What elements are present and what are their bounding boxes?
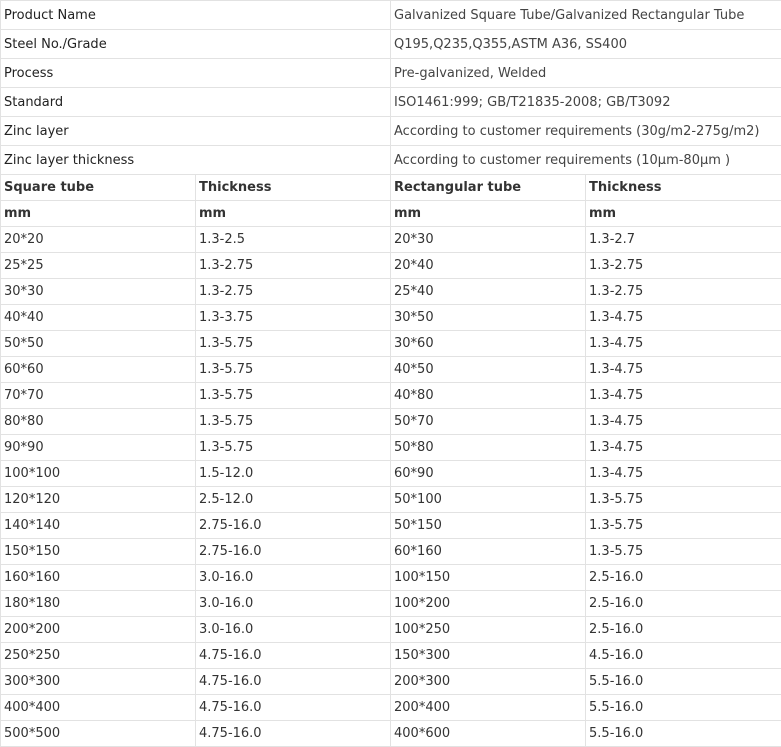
spec-label: Steel No./Grade — [1, 30, 391, 59]
table-cell: 1.5-12.0 — [196, 461, 391, 487]
table-row — [1, 435, 781, 461]
table-row — [1, 253, 781, 279]
table-cell: 1.3-2.75 — [196, 279, 391, 305]
column-header: Rectangular tube — [391, 175, 586, 201]
column-header: Thickness — [586, 175, 781, 201]
table-cell: 1.3-4.75 — [586, 409, 781, 435]
table-cell: 200*200 — [1, 617, 196, 643]
table-cell: 400*600 — [391, 721, 586, 747]
table-cell: 1.3-3.75 — [196, 305, 391, 331]
table-cell: 1.3-2.7 — [586, 227, 781, 253]
table-cell: 1.3-4.75 — [586, 383, 781, 409]
table-cell: 500*500 — [1, 721, 196, 747]
table-cell: 5.5-16.0 — [586, 669, 781, 695]
spec-row — [1, 59, 781, 88]
table-cell: 2.75-16.0 — [196, 539, 391, 565]
table-cell: 1.3-5.75 — [196, 331, 391, 357]
table-cell: 4.5-16.0 — [586, 643, 781, 669]
table-cell: 30*30 — [1, 279, 196, 305]
table-row — [1, 383, 781, 409]
table-cell: 200*400 — [391, 695, 586, 721]
table-cell: 1.3-5.75 — [196, 409, 391, 435]
table-cell: 50*150 — [391, 513, 586, 539]
table-cell: 1.3-5.75 — [196, 383, 391, 409]
table-cell: 25*40 — [391, 279, 586, 305]
table-cell: 300*300 — [1, 669, 196, 695]
table-row — [1, 487, 781, 513]
table-cell: 180*180 — [1, 591, 196, 617]
table-cell: 3.0-16.0 — [196, 591, 391, 617]
unit-cell: mm — [196, 201, 391, 227]
table-cell: 200*300 — [391, 669, 586, 695]
column-header: Thickness — [196, 175, 391, 201]
table-cell: 2.5-16.0 — [586, 565, 781, 591]
spec-label: Process — [1, 59, 391, 88]
spec-row — [1, 117, 781, 146]
table-cell: 4.75-16.0 — [196, 643, 391, 669]
table-cell: 50*70 — [391, 409, 586, 435]
table-cell: 4.75-16.0 — [196, 695, 391, 721]
table-row — [1, 721, 781, 747]
table-cell: 70*70 — [1, 383, 196, 409]
table-cell: 100*100 — [1, 461, 196, 487]
table-cell: 1.3-4.75 — [586, 331, 781, 357]
table-cell: 60*60 — [1, 357, 196, 383]
table-cell: 40*50 — [391, 357, 586, 383]
table-cell: 120*120 — [1, 487, 196, 513]
unit-cell: mm — [586, 201, 781, 227]
table-cell: 150*150 — [1, 539, 196, 565]
table-cell: 2.75-16.0 — [196, 513, 391, 539]
table-cell: 2.5-16.0 — [586, 617, 781, 643]
table-row — [1, 227, 781, 253]
spec-value: ISO1461:999; GB/T21835-2008; GB/T3092 — [391, 88, 781, 117]
table-cell: 140*140 — [1, 513, 196, 539]
table-cell: 4.75-16.0 — [196, 721, 391, 747]
table-cell: 250*250 — [1, 643, 196, 669]
table-cell: 1.3-4.75 — [586, 305, 781, 331]
table-cell: 1.3-4.75 — [586, 435, 781, 461]
table-row — [1, 539, 781, 565]
table-row — [1, 331, 781, 357]
table-row — [1, 669, 781, 695]
spec-row — [1, 30, 781, 59]
table-cell: 20*20 — [1, 227, 196, 253]
table-cell: 40*80 — [391, 383, 586, 409]
table-cell: 3.0-16.0 — [196, 617, 391, 643]
table-cell: 20*30 — [391, 227, 586, 253]
table-cell: 25*25 — [1, 253, 196, 279]
table-cell: 1.3-2.75 — [196, 253, 391, 279]
table-cell: 3.0-16.0 — [196, 565, 391, 591]
table-cell: 1.3-5.75 — [586, 539, 781, 565]
spec-label: Zinc layer — [1, 117, 391, 146]
table-cell: 100*250 — [391, 617, 586, 643]
spec-label: Product Name — [1, 1, 391, 30]
spec-value: Galvanized Square Tube/Galvanized Rectangular Tube — [391, 1, 781, 30]
table-cell: 20*40 — [391, 253, 586, 279]
table-cell: 5.5-16.0 — [586, 721, 781, 747]
size-table-header-row — [1, 175, 781, 201]
unit-row — [1, 201, 781, 227]
spec-value: Pre-galvanized, Welded — [391, 59, 781, 88]
table-cell: 1.3-5.75 — [586, 513, 781, 539]
table-row — [1, 409, 781, 435]
table-row — [1, 461, 781, 487]
table-cell: 30*60 — [391, 331, 586, 357]
table-row — [1, 279, 781, 305]
table-cell: 150*300 — [391, 643, 586, 669]
table-cell: 1.3-4.75 — [586, 357, 781, 383]
table-row — [1, 695, 781, 721]
table-cell: 2.5-12.0 — [196, 487, 391, 513]
table-cell: 50*80 — [391, 435, 586, 461]
table-row — [1, 617, 781, 643]
spec-value: According to customer requirements (10μm-80μm ) — [391, 146, 781, 175]
table-cell: 1.3-4.75 — [586, 461, 781, 487]
spec-row — [1, 88, 781, 117]
table-cell: 100*150 — [391, 565, 586, 591]
table-cell: 40*40 — [1, 305, 196, 331]
spec-value: Q195,Q235,Q355,ASTM A36, SS400 — [391, 30, 781, 59]
table-cell: 60*90 — [391, 461, 586, 487]
table-cell: 1.3-5.75 — [586, 487, 781, 513]
table-cell: 5.5-16.0 — [586, 695, 781, 721]
table-cell: 1.3-2.75 — [586, 253, 781, 279]
table-cell: 1.3-2.5 — [196, 227, 391, 253]
spec-table-body — [1, 1, 781, 747]
table-cell: 1.3-2.75 — [586, 279, 781, 305]
table-row — [1, 591, 781, 617]
table-cell: 50*50 — [1, 331, 196, 357]
table-cell: 2.5-16.0 — [586, 591, 781, 617]
table-cell: 80*80 — [1, 409, 196, 435]
table-cell: 30*50 — [391, 305, 586, 331]
table-row — [1, 357, 781, 383]
spec-label: Standard — [1, 88, 391, 117]
unit-cell: mm — [391, 201, 586, 227]
unit-cell: mm — [1, 201, 196, 227]
column-header: Square tube — [1, 175, 196, 201]
spec-value: According to customer requirements (30g/m2-275g/m2) — [391, 117, 781, 146]
table-cell: 90*90 — [1, 435, 196, 461]
table-row — [1, 513, 781, 539]
spec-label: Zinc layer thickness — [1, 146, 391, 175]
table-cell: 1.3-5.75 — [196, 357, 391, 383]
table-row — [1, 305, 781, 331]
table-cell: 100*200 — [391, 591, 586, 617]
table-cell: 60*160 — [391, 539, 586, 565]
table-cell: 160*160 — [1, 565, 196, 591]
table-cell: 4.75-16.0 — [196, 669, 391, 695]
table-row — [1, 565, 781, 591]
spec-row — [1, 146, 781, 175]
table-cell: 400*400 — [1, 695, 196, 721]
spec-row — [1, 1, 781, 30]
table-cell: 50*100 — [391, 487, 586, 513]
table-cell: 1.3-5.75 — [196, 435, 391, 461]
table-row — [1, 643, 781, 669]
